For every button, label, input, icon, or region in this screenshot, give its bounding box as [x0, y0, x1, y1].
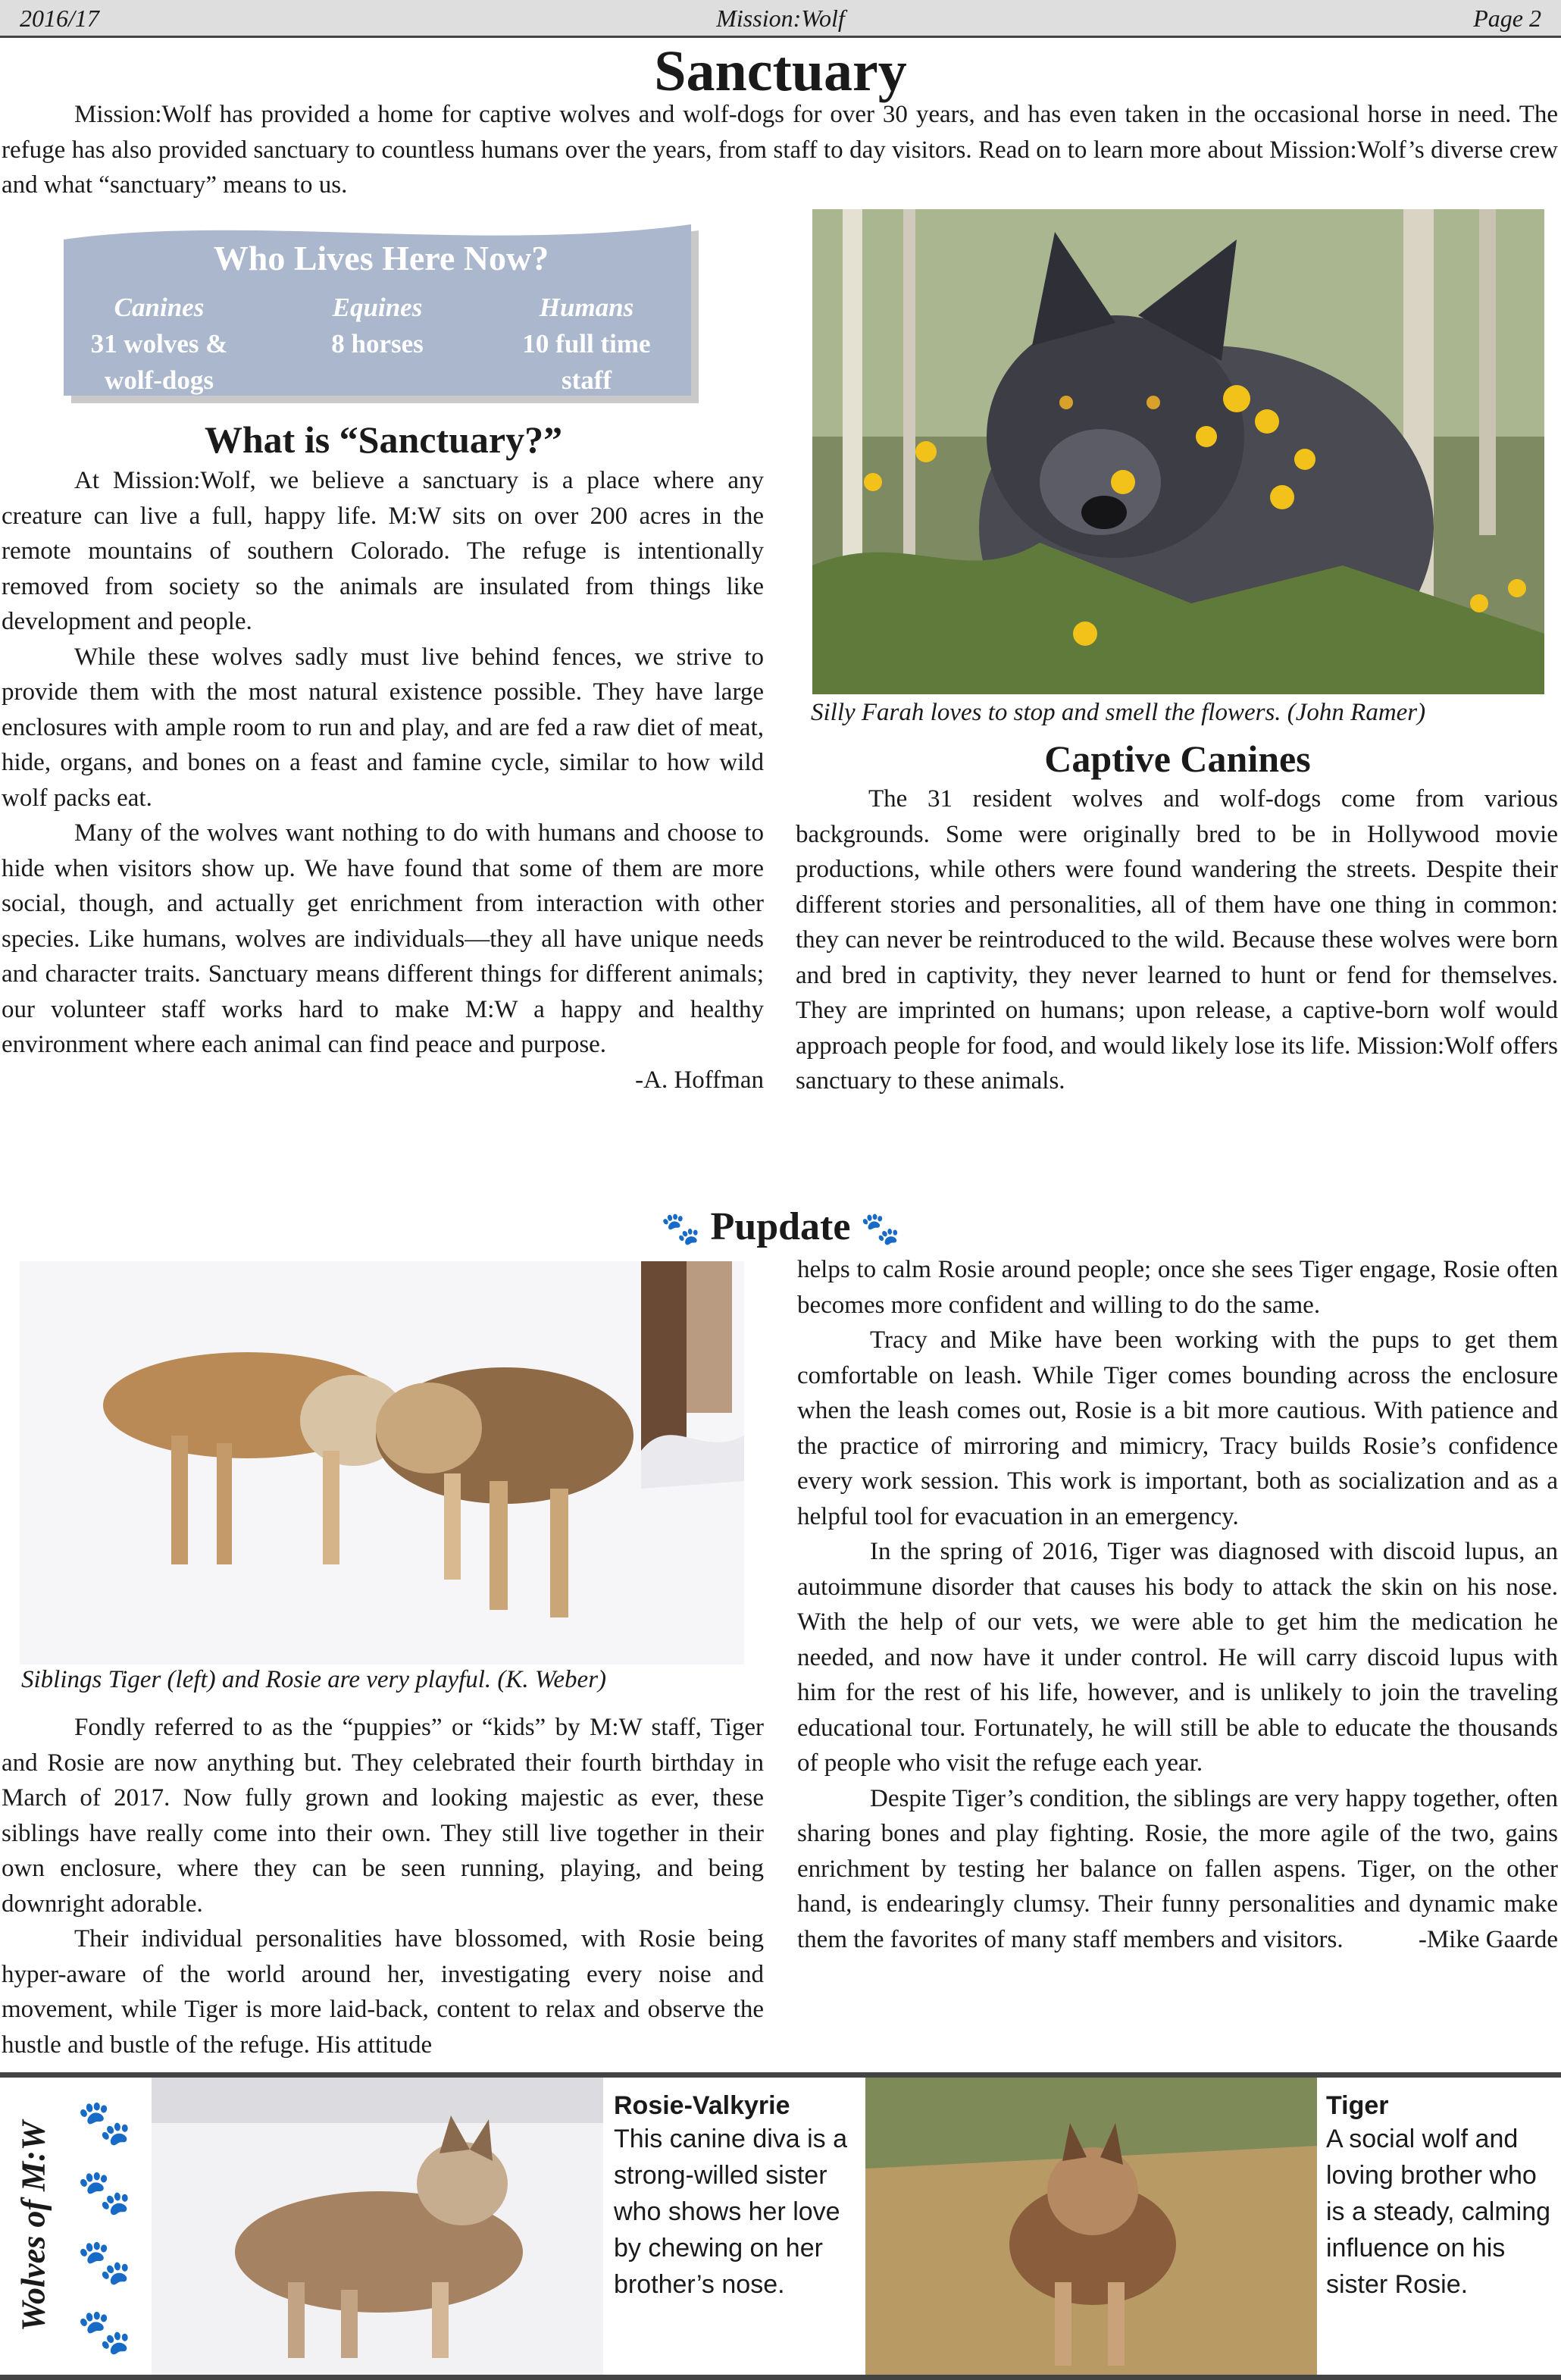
wolves-of-mw-strip: [0, 2072, 1561, 2380]
strip-label-container: [3, 2078, 64, 2375]
rosie-description: This canine diva is a strong-willed sister who shows her love by chewing on her brother’s nose.: [614, 2125, 848, 2299]
pupdate-right-column: [797, 1252, 1558, 1957]
header-publication: Mission:Wolf: [716, 5, 845, 32]
pupdate-byline: -Mike Gaarde: [1418, 1925, 1558, 1953]
captive-canines-heading: Captive Canines: [1044, 737, 1311, 780]
who-column-equines: [286, 290, 468, 362]
pupdate-title: Pupdate: [710, 1205, 851, 1248]
pupdate-continuation: helps to calm Rosie around people; once she sees Tiger engage, Rosie often becomes more confident and willing to do the same.: [797, 1256, 1558, 1319]
pupdate-last-text: Despite Tiger’s condition, the siblings are very happy together, often sharing bones and play fighting. Rosie, the more agile of the two, gains enrichment by testing her balance on fallen aspens. Tiger, on the other hand, is endearingly clumsy. Their funny personalities and dynamic make them the favorites of many staff members and visitors.: [797, 1784, 1558, 1953]
pupdate-paragraph-5: [797, 1781, 1558, 1958]
what-is-paragraph-2: While these wolves sadly must live behind fences, we strive to provide them with the most natural existence possible. They have large enclosures with ample room to run and play, and are fed a raw diet of meat, hide, organs, and bones on a feast and famine cycle, similar to how wild wolf packs eat.: [2, 643, 764, 812]
what-is-byline: -A. Hoffman: [635, 1066, 764, 1094]
paw-column: [73, 2088, 136, 2369]
who-box-title: Who Lives Here Now?: [213, 239, 549, 277]
what-is-paragraph-1: At Mission:Wolf, we believe a sanctuary is a place where any creature can live a full, happy life. M:W sits on over 200 acres in the remote mountains of southern Colorado. The refuge is intentionally removed from society so the animals are insulated from things like development and people.: [2, 467, 764, 635]
who-lives-here-box: [64, 224, 699, 403]
rosie-name: Rosie-Valkyrie: [614, 2091, 790, 2120]
pupdate-paragraph-4: In the spring of 2016, Tiger was diagnosed with discoid lupus, an autoimmune disorder that causes his body to attack the skin on his nose. With the help of our vets, we were able to get him the medication he needed, and now have it under control. He will carry discoid lupus with him for the rest of his life, however, and is unlikely to join the traveling educational tour. Fortunately, he will still be able to educate the thousands of people who visit the refuge each year.: [797, 1538, 1558, 1777]
intro-paragraph: Mission:Wolf has provided a home for captive wolves and wolf-dogs for over 30 years, and has even taken in the occasional horse in need. The refuge has also provided sanctuary to countless humans over the years, from staff to day visitors. Read on to learn more about Mission:Wolf’s diverse crew and what “sanctuary” means to us.: [2, 101, 1558, 199]
page-title: Sanctuary: [654, 39, 907, 103]
pupdate-paragraph-3: Tracy and Mike have been working with the pups to get them comfortable on leash. While Tiger comes bounding across the enclosure when the leash comes out, Rosie is a bit more cautious. With patience and the practice of mirroring and mimicry, Tracy builds Rosie’s confidence every work session. This work is important, both as socialization and as a helpful tool for evacuation in an emergency.: [797, 1326, 1558, 1530]
header-page-number: Page 2: [1473, 5, 1541, 32]
paw-print-icon: 🐾: [860, 1212, 900, 1247]
what-is-paragraph-3: Many of the wolves want nothing to do with humans and choose to hide when visitors show up. We have found that some of them are more social, though, and actually get enrichment from interaction with other species. Like humans, wolves are individuals—they all have unique needs and character traits. Sanctuary means different things for different animals; our volunteer staff works hard to make M:W a happy and healthy environment where each animal can find peace and purpose.: [2, 819, 764, 1058]
tiger-description: A social wolf and loving brother who is a steady, calming influence on his sister Rosie.: [1326, 2125, 1551, 2299]
rosie-photo: [152, 2078, 603, 2375]
pupdate-paragraph-2: Their individual personalities have blossomed, with Rosie being hyper-aware of the world around her, investigating every noise and movement, while Tiger is more laid-back, content to relax and observe the hustle and bustle of the refuge. His attitude: [2, 1925, 764, 2059]
tiger-rosie-photo: [20, 1261, 744, 1664]
tiger-photo: [865, 2078, 1317, 2375]
tiger-profile: [1326, 2091, 1553, 2303]
pupdate-photo-caption: Siblings Tiger (left) and Rosie are very playful. (K. Weber): [21, 1666, 607, 1693]
what-is-sanctuary-body: [2, 463, 764, 1098]
pupdate-heading: [0, 1201, 1561, 1256]
farah-wolf-photo: [812, 209, 1544, 694]
who-value: 10 full time staff: [522, 329, 651, 395]
captive-canines-paragraph: The 31 resident wolves and wolf-dogs come from various backgrounds. Some were originally bred to be in Hollywood movie productions, while others were found wandering the streets. Despite their different stories and personalities, all of them have one thing in common: they can never be reintroduced to the wild. Because these wolves were born and bred in captivity, they never learned to hunt or fend for themselves. They are imprinted on humans; upon release, a captive-born wolf would approach people for food, and would likely lose its life. Mission:Wolf offers sanctuary to these animals.: [796, 785, 1558, 1094]
paw-print-icon: 🐾: [77, 2098, 133, 2147]
who-column-humans: [496, 290, 677, 399]
who-column-canines: [68, 290, 250, 399]
strip-label: Wolves of M:W: [14, 2121, 52, 2331]
rosie-profile: [614, 2091, 864, 2303]
header-year: 2016/17: [20, 5, 99, 32]
page-header: [0, 0, 1561, 38]
paw-print-icon: 🐾: [77, 2168, 133, 2217]
who-value: 8 horses: [331, 329, 424, 359]
paw-print-icon: 🐾: [77, 2238, 133, 2287]
who-value: 31 wolves & wolf-dogs: [90, 329, 228, 395]
pupdate-paragraph-1: Fondly referred to as the “puppies” or “kids” by M:W staff, Tiger and Rosie are now anything but. They celebrated their fourth birthday in March of 2017. Now fully grown and looking majestic as ever, these siblings have really come into their own. They still live together in their own enclosure, where they can be seen running, playing, and being downright adorable.: [2, 1714, 764, 1918]
who-heading: Equines: [332, 293, 423, 322]
paw-print-icon: 🐾: [77, 2307, 133, 2357]
who-heading: Canines: [114, 293, 205, 322]
pupdate-left-column: [2, 1710, 764, 2062]
paw-print-icon: 🐾: [661, 1212, 701, 1247]
farah-photo-caption: Silly Farah loves to stop and smell the flowers. (John Ramer): [811, 699, 1426, 726]
tiger-name: Tiger: [1326, 2091, 1389, 2120]
who-heading: Humans: [539, 293, 634, 322]
what-is-sanctuary-heading: What is “Sanctuary?”: [204, 418, 563, 461]
